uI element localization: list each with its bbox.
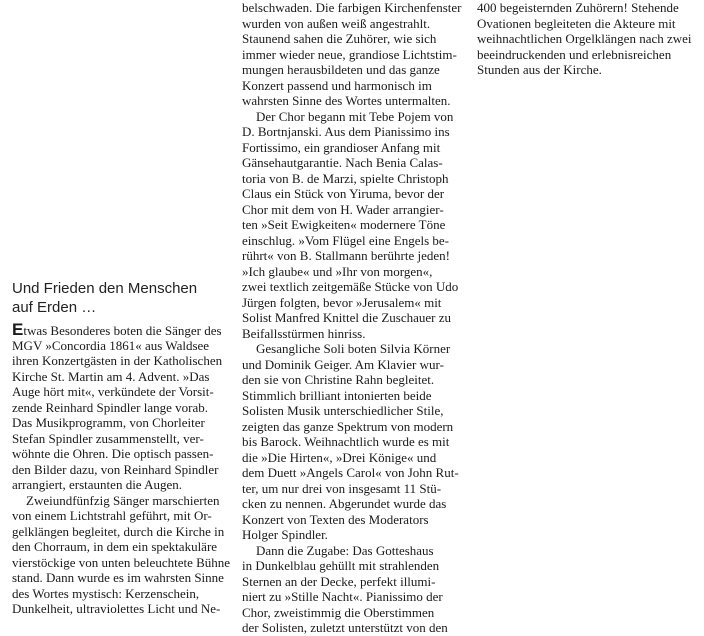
paragraph-line: arrangiert, erstaunten die Augen. [12, 477, 183, 492]
paragraph-line: vierstöckige von unten beleuchtete Bühne [12, 554, 231, 570]
paragraph-line: Konzert passend und harmonisch im [242, 77, 432, 93]
paragraph-line: Stunden aus der Kirche. [477, 62, 602, 77]
paragraph-line: Gänsehautgarantie. Nach Benia Calas- [242, 155, 443, 170]
paragraph-line: den sie von Christine Rahn begleitet. [242, 372, 435, 387]
article-headline-line-2: auf Erden … [12, 299, 97, 316]
article-column-3 [477, 0, 697, 78]
paragraph-line: Chor, zweistimmig die Oberstimmen [242, 604, 435, 620]
paragraph-line: Dunkelheit, ultraviolettes Licht und Ne- [12, 601, 221, 616]
paragraph-line: und Dominik Geiger. Am Klavier wur- [242, 356, 444, 372]
paragraph-line: Dann die Zugabe: Das Gotteshaus [256, 542, 434, 558]
paragraph-line: belschwaden. Die farbigen Kirchenfenster [242, 0, 462, 15]
paragraph-line: in Dunkelblau gehüllt mit strahlenden [242, 558, 440, 573]
paragraph-line: den Bilder dazu, von Reinhard Spindler [12, 461, 219, 477]
paragraph-line: Jürgen folgten, bevor »Jerusalem« mit [242, 294, 442, 310]
paragraph-line: ihren Konzertgästen in der Katholischen [12, 353, 223, 368]
article-column-1 [12, 0, 234, 617]
paragraph-line: der Solisten, zuletzt unterstützt von den [242, 620, 448, 635]
paragraph-line: niert zu »Stille Nacht«. Pianissimo der [242, 589, 443, 604]
paragraph-line: Kirche St. Martin am 4. Advent. »Das [12, 368, 210, 384]
paragraph-line: Claus ein Stück von Yiruma, bevor der [242, 186, 445, 201]
paragraph-line: rührt« von B. Stallmann berührte jeden! [242, 248, 450, 263]
paragraph-line: 400 begeisternden Zuhörern! Stehende [477, 0, 679, 15]
paragraph-line: Das Musikprogramm, von Chorleiter [12, 415, 205, 430]
paragraph-line: Sternen an der Decke, perfekt illumi- [242, 573, 436, 589]
paragraph-line: den Chorraum, in dem ein spektakuläre [12, 539, 218, 554]
paragraph-line: einschlug. »Vom Flügel eine Engels be- [242, 232, 450, 248]
paragraph-line: wurden von außen weiß angestrahlt. [242, 15, 431, 31]
paragraph-line: Stefan Spindler zusammenstellt, ver- [12, 430, 204, 446]
paragraph-line: Zweiundfünfzig Sänger marschierten [26, 492, 220, 508]
paragraph-line: wöhnte die Ohren. Die optisch passen- [12, 446, 214, 461]
paragraph-line: »Ich glaube« und »Ihr von morgen«, [242, 263, 433, 279]
paragraph-line: mungen herausbildeten und das ganze [242, 62, 440, 77]
paragraph-line: Etwas Besonderes boten die Sänger des [12, 320, 222, 339]
paragraph-line: beeindruckenden und erlebnisreichen [477, 46, 672, 62]
paragraph-line: Solisten Musik unterschiedlicher Stile, [242, 403, 444, 418]
paragraph-line: Gesangliche Soli boten Silvia Körner [256, 341, 451, 356]
paragraph-line: zende Reinhard Spindler lange vorab. [12, 399, 209, 415]
paragraph-line: weihnachtlichen Orgelklängen nach zwei [477, 31, 692, 46]
paragraph-line: bis Barock. Weihnachtlich wurde es mit [242, 434, 450, 449]
paragraph-line: stand. Dann wurde es im wahrsten Sinne [12, 570, 224, 585]
paragraph-line: gelklängen begleitet, durch die Kirche in [12, 523, 225, 539]
paragraph-line: ten »Seit Ewigkeiten« modernere Töne [242, 217, 446, 232]
paragraph-line: toria von B. de Marzi, spielte Christoph [242, 170, 449, 186]
paragraph-line: Beifallsstürmen hinriss. [242, 325, 366, 341]
paragraph-line: ter, um nur drei von insgesamt 11 Stü- [242, 480, 442, 496]
paragraph-line: dem Duett »Angels Carol« von John Rut- [242, 465, 459, 480]
paragraph-line: Fortissimo, ein grandioser Anfang mit [242, 139, 441, 155]
article-headline-line-1: Und Frieden den Menschen [12, 280, 198, 297]
paragraph-line: zwei textlich zeitgemäße Stücke von Udo [242, 279, 459, 294]
paragraph-line: Chor mit dem von H. Wader arrangier- [242, 201, 444, 217]
paragraph-line: Auge hört mit«, verkündete der Vorsit- [12, 384, 214, 399]
paragraph-line: MGV »Concordia 1861« aus Waldsee [12, 337, 210, 353]
paragraph-line: Konzert von Texten des Moderators [242, 511, 429, 527]
paragraph-line: Ovationen begleiteten die Akteure mit [477, 15, 676, 31]
paragraph-line: immer wieder neue, grandiose Lichtstim- [242, 46, 457, 62]
article-column-2 [242, 0, 464, 636]
paragraph-line: D. Bortnjanski. Aus dem Pianissimo ins [242, 124, 450, 139]
drop-cap: E [12, 320, 24, 339]
paragraph-line: des Wortes mystisch: Kerzenschein, [12, 585, 200, 601]
paragraph-line: Holger Spindler. [242, 527, 328, 542]
paragraph-line: zeigten das ganze Spektrum von modern [242, 418, 454, 434]
paragraph-line: die »Die Hirten«, »Drei Könige« und [242, 449, 437, 465]
paragraph-line: wahrsten Sinne des Wortes untermalten. [242, 93, 451, 108]
paragraph-line: Stimmlich brilliant intonierten beide [242, 387, 432, 403]
paragraph-line: Staunend sahen die Zuhörer, wie sich [242, 31, 437, 46]
paragraph-line: Solist Manfred Knittel die Zuschauer zu [242, 310, 452, 325]
paragraph-line: Der Chor begann mit Tebe Pojem von [256, 108, 454, 124]
paragraph-line: von einem Lichtstrahl geführt, mit Or- [12, 508, 212, 523]
paragraph-line: cken zu nennen. Abgerundet wurde das [242, 496, 447, 511]
